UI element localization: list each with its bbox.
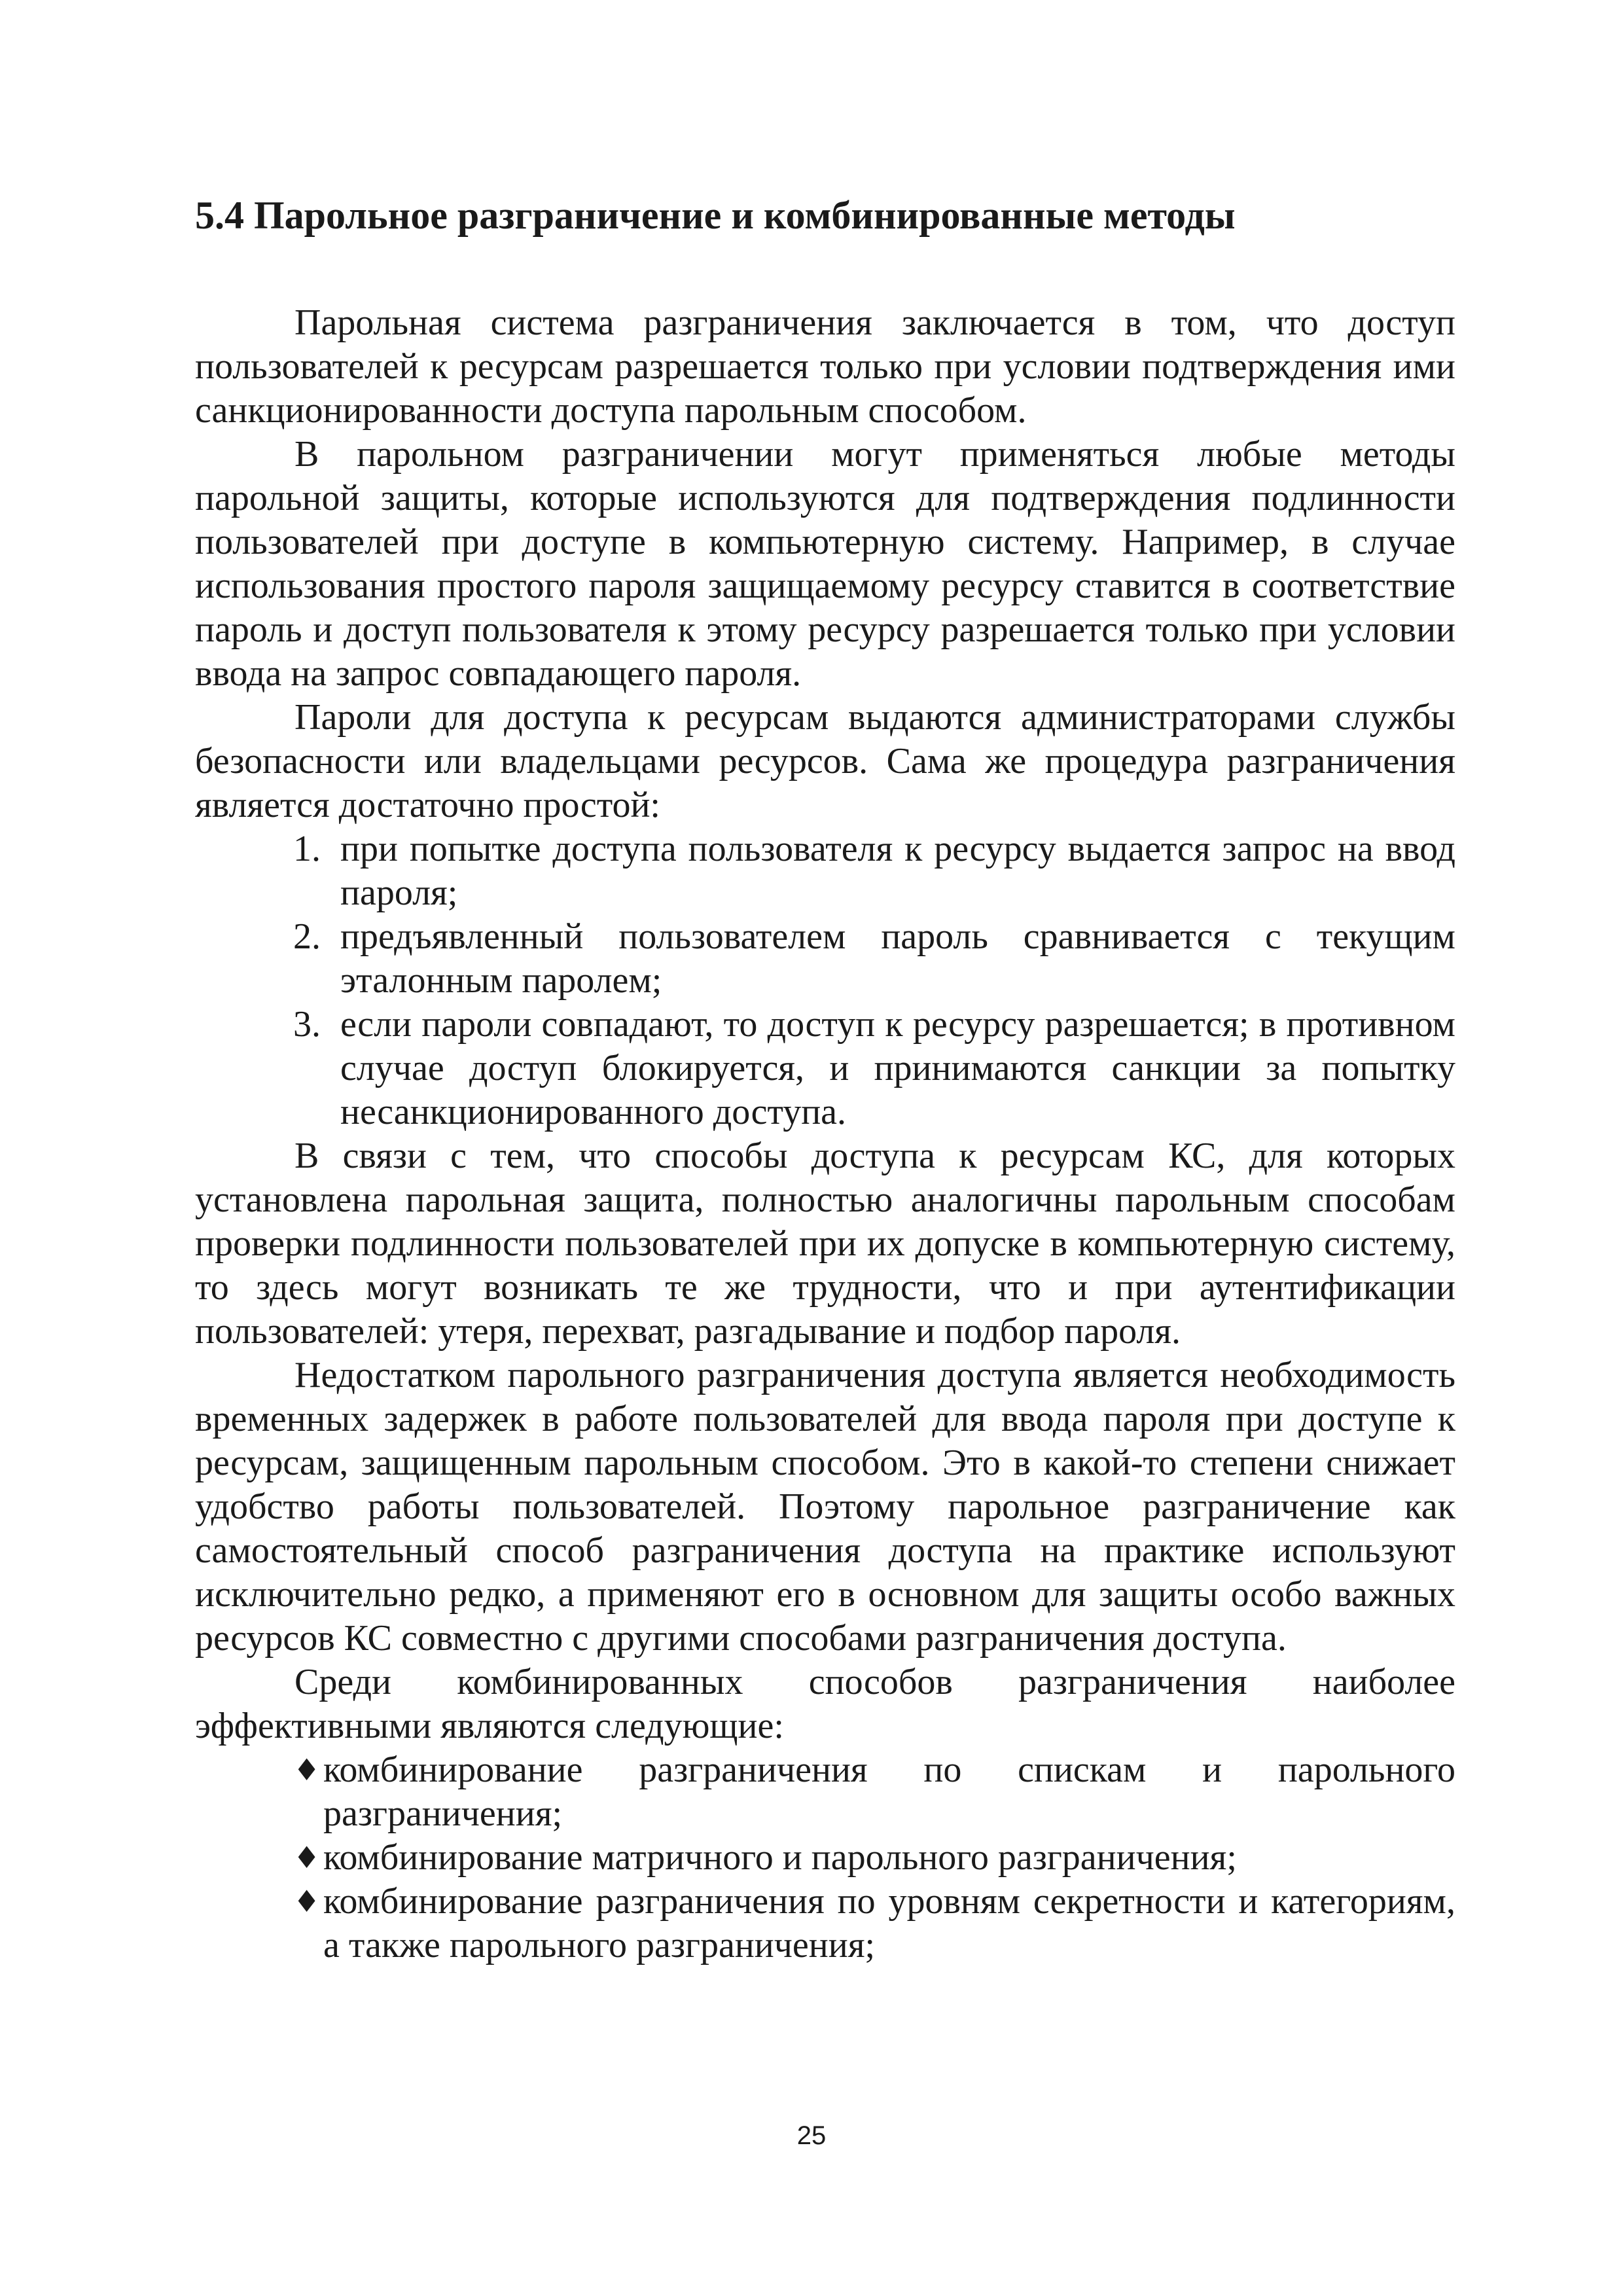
paragraph-6: Среди комбинированных способов разграничения наиболее эффективными являются следующие: [195, 1662, 1455, 1746]
section-heading: 5.4 Парольное разграничение и комбинированные методы [195, 194, 1236, 237]
step-text: при попытке доступа пользователя к ресурсу выдается запрос на ввод пароля; [340, 829, 1455, 913]
step-number: 2. [293, 916, 321, 957]
combined-method-2 [195, 1836, 1455, 1880]
step-number: 3. [293, 1004, 321, 1045]
step-number: 1. [293, 829, 321, 869]
combined-methods-list [195, 1748, 1455, 1967]
method-text: комбинирование матричного и парольного разграничения; [323, 1837, 1237, 1878]
step-text: если пароли совпадают, то доступ к ресурсу разрешается; в противном случае доступ блокируется, и принимаются санкции за попытку несанкционированного доступа. [340, 1004, 1455, 1132]
procedure-step-3 [195, 1003, 1455, 1134]
method-text: комбинирование разграничения по спискам и парольного разграничения; [323, 1749, 1455, 1834]
combined-method-3 [195, 1880, 1455, 1967]
page-content [195, 190, 1455, 1967]
procedure-steps-list [195, 827, 1455, 1134]
paragraph-3: Пароли для доступа к ресурсам выдаются администраторами службы безопасности или владельцами ресурсов. Сама же процедура разграничения является достаточно простой: [195, 697, 1455, 825]
paragraph-1: Парольная система разграничения заключается в том, что доступ пользователей к ресурсам разрешается только при условии подтверждения ими санкционированности доступа парольным способом. [195, 302, 1455, 431]
diamond-bullet-icon: ♦ [293, 1884, 321, 1919]
diamond-bullet-icon: ♦ [293, 1752, 321, 1787]
method-text: комбинирование разграничения по уровням секретности и категориям, а также парольного разграничения; [323, 1881, 1455, 1965]
diamond-bullet-icon: ♦ [293, 1840, 321, 1875]
paragraph-4: В связи с тем, что способы доступа к ресурсам КС, для которых установлена парольная защита, полностью аналогичны парольным способам проверки подлинности пользователей при их допуске в компьютерную систему, то здесь могут возникать те же трудности, что и при аутентификации пользователей: утеря, перехват, разгадывание и подбор пароля. [195, 1136, 1455, 1352]
paragraph-2: В парольном разграничении могут применяться любые методы парольной защиты, которые используются для подтверждения подлинности пользователей при доступе в компьютерную систему. Например, в случае использования простого пароля защищаемому ресурсу ставится в соответствие пароль и доступ пользователя к этому ресурсу разрешается только при условии ввода на запрос совпадающего пароля. [195, 434, 1455, 694]
paragraph-5: Недостатком парольного разграничения доступа является необходимость временных задержек в работе пользователей для ввода пароля при доступе к ресурсам, защищенным парольным способом. Это в какой-то степени снижает удобство работы пользователей. Поэтому парольное разграничение как самостоятельный способ разграничения доступа на практике используют исключительно редко, а применяют его в основном для защиты особо важных ресурсов КС совместно с другими способами разграничения доступа. [195, 1355, 1455, 1659]
combined-method-1 [195, 1748, 1455, 1836]
step-text: предъявленный пользователем пароль сравнивается с текущим эталонным паролем; [340, 916, 1455, 1001]
procedure-step-1 [195, 827, 1455, 915]
page-number: 25 [796, 2121, 827, 2150]
procedure-step-2 [195, 915, 1455, 1003]
